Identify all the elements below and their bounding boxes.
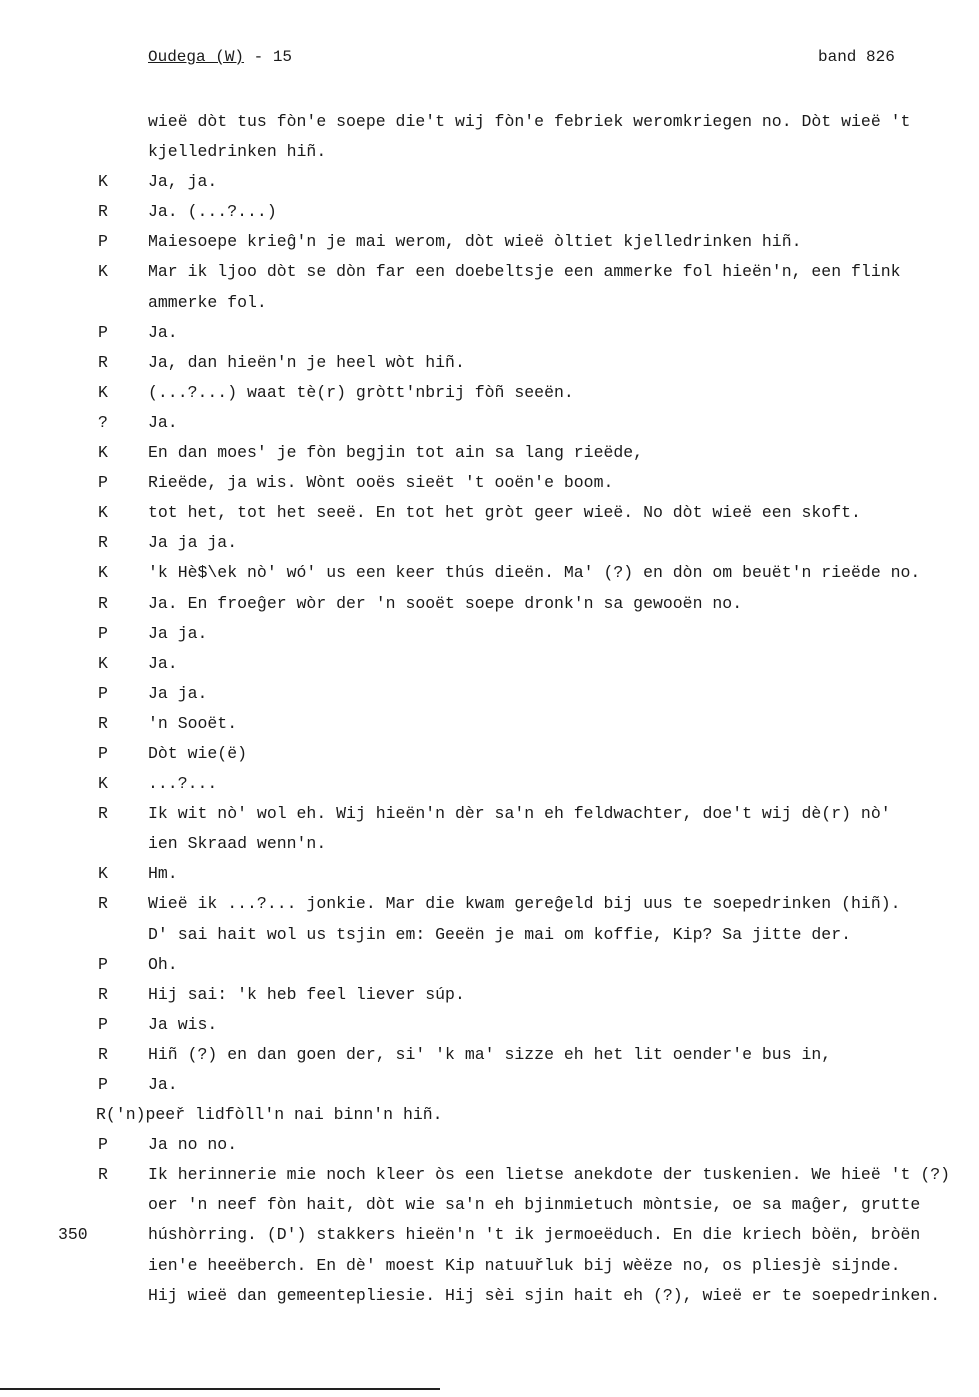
- utterance-text: Oh.: [148, 954, 178, 974]
- utterance-text: tot het, tot het seeë. En tot het gròt geer wieë. No dòt wieë een skoft.: [148, 503, 861, 523]
- transcript-line: [0, 859, 979, 889]
- transcript-line: [0, 1190, 979, 1220]
- utterance-text: Ja. En froeĝer wòr der 'n sooët soepe dronk'n sa gewooën no.: [148, 593, 743, 613]
- speaker-label: P: [98, 1135, 108, 1155]
- transcript-line: [0, 257, 979, 287]
- utterance-text: 'k Hè$\ek nò' wó' us een keer thús dieën. Ma' (?) en dòn om beuët'n rieëde no.: [148, 563, 921, 583]
- transcript-line: [0, 829, 979, 859]
- utterance-text: Hij wieë dan gemeentepliesie. Hij sèi sjin hait eh (?), wieë er te soepedrinken.: [148, 1285, 941, 1305]
- transcript-line: [0, 408, 979, 438]
- utterance-text: Mar ik ljoo dòt se dòn far een doebeltsje een ammerke fol hieën'n, een flink: [148, 262, 901, 282]
- utterance-text: Ja, dan hieën'n je heel wòt hiñ.: [148, 352, 465, 372]
- speaker-label: P: [98, 473, 108, 493]
- speaker-label: K: [98, 563, 108, 583]
- speaker-label: R: [98, 1044, 108, 1064]
- transcript-line: [0, 889, 979, 919]
- utterance-text: Ja ja ja.: [148, 533, 238, 553]
- transcript-line: [0, 498, 979, 528]
- utterance-text: Ja.: [148, 1075, 178, 1094]
- margin-line-number: 350: [58, 1225, 88, 1245]
- speaker-label: P: [98, 322, 108, 342]
- utterance-text: Wieë ik ...?... jonkie. Mar die kwam gereĝeld bij uus te soepedrinken (hiñ).: [148, 894, 901, 914]
- utterance-text: Rieëde, ja wis. Wònt ooës sieët 't ooën'e boom.: [148, 473, 614, 493]
- speaker-label: R: [98, 533, 108, 553]
- speaker-label: P: [98, 1075, 108, 1094]
- utterance-text: Ja, ja.: [148, 172, 218, 192]
- speaker-label: K: [98, 262, 108, 282]
- speaker-label: R: [98, 352, 108, 372]
- utterance-text: Ja ja.: [148, 683, 208, 703]
- utterance-text: Maiesoepe krieĝ'n je mai werom, dòt wieë òltiet kjelledrinken hiñ.: [148, 232, 802, 252]
- footer-divider: [0, 1388, 440, 1390]
- transcript-line: [0, 709, 979, 739]
- utterance-text: Hm.: [148, 864, 178, 884]
- utterance-text: Ik wit nò' wol eh. Wij hieën'n dèr sa'n eh feldwachter, doe't wij dè(r) nò': [148, 804, 891, 824]
- speaker-label: R: [98, 202, 108, 222]
- transcript-line: [0, 589, 979, 619]
- utterance-text: ien'e heeëberch. En dè' moest Kip natuuřluk bij wèëze no, os pliesjè sijnde.: [148, 1255, 901, 1275]
- transcript-line: [0, 318, 979, 348]
- transcript-line: [0, 1160, 979, 1190]
- utterance-text: kjelledrinken hiñ.: [148, 142, 327, 162]
- speaker-label: P: [98, 743, 108, 763]
- page-title: [148, 48, 292, 66]
- transcript-line: [0, 1100, 979, 1130]
- transcript-line: [0, 1040, 979, 1070]
- utterance-text: Ja. (...?...): [148, 202, 277, 222]
- speaker-label: K: [98, 864, 108, 884]
- transcript-line: [0, 227, 979, 257]
- speaker-label: R: [98, 1165, 108, 1185]
- speaker-label: K: [98, 443, 108, 463]
- speaker-label: P: [98, 623, 108, 643]
- utterance-text: ammerke fol.: [148, 292, 267, 312]
- band-number: band 826: [818, 48, 895, 66]
- transcript-line: [0, 920, 979, 950]
- transcript-line: [0, 649, 979, 679]
- utterance-text: oer 'n neef fòn hait, dòt wie sa'n eh bjinmietuch mòntsie, oe sa maĝer, grutte: [148, 1195, 921, 1215]
- speaker-label: P: [98, 954, 108, 974]
- speaker-label: R: [98, 984, 108, 1004]
- utterance-text: Ja wis.: [148, 1014, 218, 1034]
- speaker-label: R: [98, 894, 108, 914]
- utterance-text: Ja.: [148, 653, 178, 673]
- transcript-line: [0, 438, 979, 468]
- page-number: - 15: [244, 48, 293, 66]
- utterance-text: húshòrring. (D') stakkers hieën'n 't ik jermoeëduch. En die kriech bòën, bròën: [148, 1225, 921, 1245]
- utterance-text: Ja.: [148, 412, 178, 432]
- utterance-text: Dòt wie(ë): [148, 743, 248, 763]
- transcript-line: [0, 1130, 979, 1160]
- utterance-text: wieë dòt tus fòn'e soepe die't wij fòn'e febriek weromkriegen no. Dòt wieë 't: [148, 112, 911, 131]
- speaker-label: K: [98, 172, 108, 192]
- utterance-text: En dan moes' je fòn begjin tot ain sa lang rieëde,: [148, 443, 644, 463]
- speaker-label: P: [98, 1014, 108, 1034]
- transcript-line: [0, 378, 979, 408]
- location-title: Oudega (W): [148, 48, 245, 66]
- transcript-body: [0, 107, 979, 1311]
- utterance-text: Hij sai: 'k heb feel liever súp.: [148, 984, 465, 1004]
- speaker-label: R: [98, 713, 108, 733]
- speaker-label: ?: [98, 412, 108, 432]
- transcript-line: [0, 950, 979, 980]
- transcript-line: [0, 167, 979, 197]
- utterance-text: R('n)peeř lidfòll'n nai binn'n hiñ.: [96, 1105, 443, 1125]
- transcript-line: [0, 769, 979, 799]
- utterance-text: Ik herinnerie mie noch kleer òs een lietse anekdote der tuskenien. We hieë 't (?): [148, 1165, 951, 1185]
- transcript-line: [0, 288, 979, 318]
- transcript-line: [0, 197, 979, 227]
- transcript-line: [0, 1070, 979, 1100]
- transcript-line: [0, 348, 979, 378]
- speaker-label: R: [98, 804, 108, 824]
- transcript-line: [0, 1251, 979, 1281]
- transcript-line: [0, 679, 979, 709]
- utterance-text: 'n Sooët.: [148, 713, 238, 733]
- transcript-line: [0, 1010, 979, 1040]
- transcript-line: [0, 1220, 979, 1250]
- utterance-text: Ja.: [148, 322, 178, 342]
- speaker-label: K: [98, 653, 108, 673]
- transcript-line: [0, 1281, 979, 1311]
- transcript-line: [0, 739, 979, 769]
- transcript-line: [0, 107, 979, 137]
- transcript-line: [0, 799, 979, 829]
- utterance-text: D' sai hait wol us tsjin em: Geeën je mai om koffie, Kip? Sa jitte der.: [148, 924, 852, 944]
- speaker-label: K: [98, 503, 108, 523]
- transcript-line: [0, 468, 979, 498]
- utterance-text: Ja ja.: [148, 623, 208, 643]
- transcript-line: [0, 980, 979, 1010]
- utterance-text: Ja no no.: [148, 1135, 238, 1155]
- transcript-line: [0, 619, 979, 649]
- speaker-label: K: [98, 382, 108, 402]
- utterance-text: ...?...: [148, 774, 218, 794]
- speaker-label: K: [98, 774, 108, 794]
- speaker-label: P: [98, 683, 108, 703]
- utterance-text: Hiñ (?) en dan goen der, si' 'k ma' sizze eh het lit oender'e bus in,: [148, 1044, 832, 1064]
- transcript-line: [0, 558, 979, 588]
- utterance-text: ien Skraad wenn'n.: [148, 834, 327, 854]
- speaker-label: P: [98, 232, 108, 252]
- speaker-label: R: [98, 593, 108, 613]
- transcript-line: [0, 528, 979, 558]
- utterance-text: (...?...) waat tè(r) gròtt'nbrij fòñ seeën.: [148, 382, 574, 402]
- transcript-line: [0, 137, 979, 167]
